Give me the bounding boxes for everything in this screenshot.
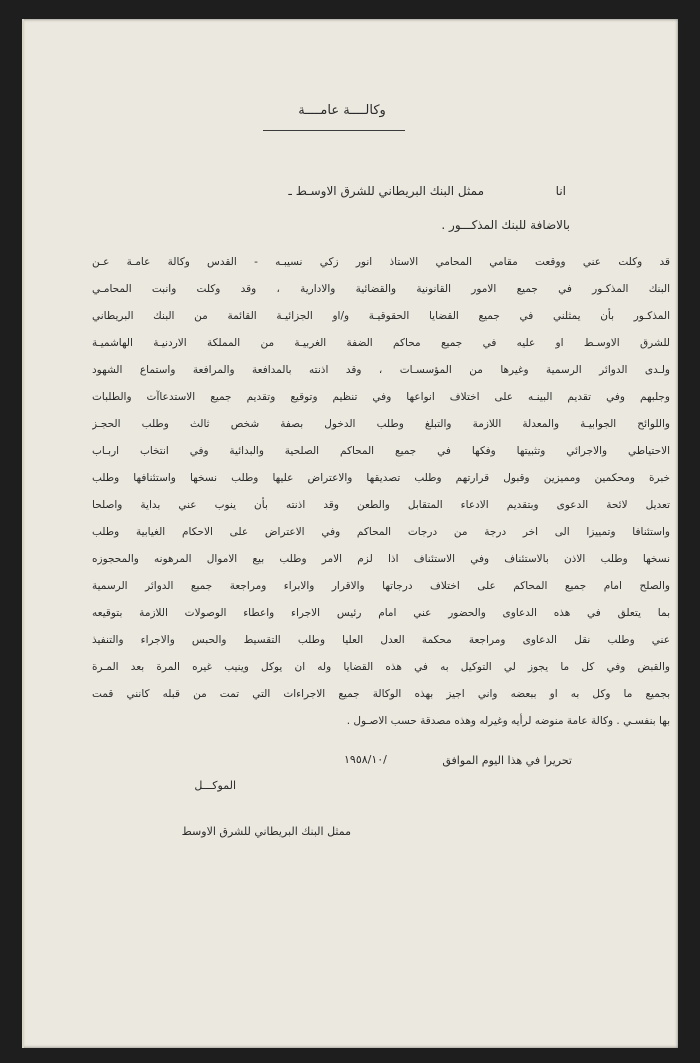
body-line: للشرق الاوسـط او عليه في جميع محاكم الضفة الغربيـة من المملكة الاردنيـة الهاشميـة — [92, 337, 670, 349]
body-line: ولـدى الدوائر الرسمية وغيرها من المؤسسـات ، وقد اذنته بالمدافعة والمرافعة واستماع الشهود — [92, 364, 670, 376]
body-line: وجلبهم وفي تقديم البينـه على اختلاف انواعها وفي تنظيم وتوقيع وتقديم جميع الاستدعاآت والطلبات — [92, 391, 670, 403]
signature-line: ممثل البنك البريطاني للشرق الاوسط — [181, 825, 351, 838]
body-line: تعديل لائحة الدعوى وبتقديم الادعاء المتقابل والطعن وقد اذنته بأن ينوب عني بداية واصلحا — [92, 499, 670, 511]
date-value: ١٩٥٨/١٠/ — [344, 753, 387, 766]
body-line: المذكـور بأن يمثلني في جميع القضايا الحقوقيـة و/او الجزائيـة القائمة من البنك البريطاني — [92, 310, 670, 322]
body-line: واللوائح الجوابيـة والمعدلة اللازمة والتبلغ وطلب الدخول بصفة شخص ثالث وطلب الحجـز — [92, 418, 670, 430]
body-line: البنك المذكـور في جميع الامور القانونية والقضائية والادارية ، وقد وكلت وانبت المحامـي — [92, 283, 670, 295]
body-line: والصلح امام جميع المحاكم على اختلاف درجاتها والاقرار والابراء ومراجعة جميع الدوائر الرسمية — [92, 580, 670, 592]
date-line: تحريرا في هذا اليوم الموافق — [442, 754, 572, 767]
body-line: قد وكلت عني ووقعت مقامي المحامي الاستاذ انور زكي نسيبـه - القدس وكالة عامـة عـن — [92, 256, 670, 268]
power-of-attorney-body — [92, 249, 670, 735]
document-page — [22, 19, 678, 1048]
body-line: بجميع ما وكل به او ببعضه واني اجيز بهذه الوكالة جميع الاجراءات التي تمت من قبله كانني قمت — [92, 688, 670, 700]
body-line: بها بنفسـي . وكالة عامة منوضه لرأيه وغيرله وهذه مصدقة حسب الاصـول . — [346, 715, 670, 727]
body-line: بما يتعلق في هذه الدعاوى والحضور عني امام رئيس الاجراء واعطاء الوصولات اللازمة بتوقيعه — [92, 607, 670, 619]
body-line: عني وطلب نقل الدعاوى ومراجعة محكمة العدل العليا وطلب التقسيط والحبس والاجراء والتنفيذ — [92, 634, 670, 646]
body-line: الاحتياطي والاجرائي وتثبيتها وفكها في جميع المحاكم الصلحية والبدائية وفي انتخاب اربـاب — [92, 445, 670, 457]
document-title: وكالــــة عامــــة — [298, 103, 386, 118]
intro-bank-representative: ممثل البنك البريطاني للشرق الاوسـط ـ — [288, 184, 484, 198]
body-line: واستئنافا وتمييزا الى اخر درجة من درجات المحاكم وفي الاعتراض على الاحكام الغيابية وطلب — [92, 526, 670, 538]
body-line: نسخها وطلب الاذن بالاستئناف وفي الاستئناف اذا لزم الامر وطلب بيع الاموال المرهونه والمحجوزه — [92, 553, 670, 565]
principal-label: الموكـــل — [194, 779, 236, 792]
intro-on-behalf: بالاضافة للبنك المذكـــور . — [441, 218, 570, 232]
body-line: والقبض وفي كل ما يجوز لي التوكيل به في هذه القضايا وله ان يوكل وينيب غيره المرة بعد المـرة — [92, 661, 670, 673]
body-line: خبرة ومحكمين ومميزين وقبول قرارتهم وطلب تصديقها والاعتراض عليها وطلب نسخها واستئنافها وطلب — [92, 472, 670, 484]
intro-ana: انا — [555, 184, 566, 198]
title-underline — [263, 130, 405, 131]
